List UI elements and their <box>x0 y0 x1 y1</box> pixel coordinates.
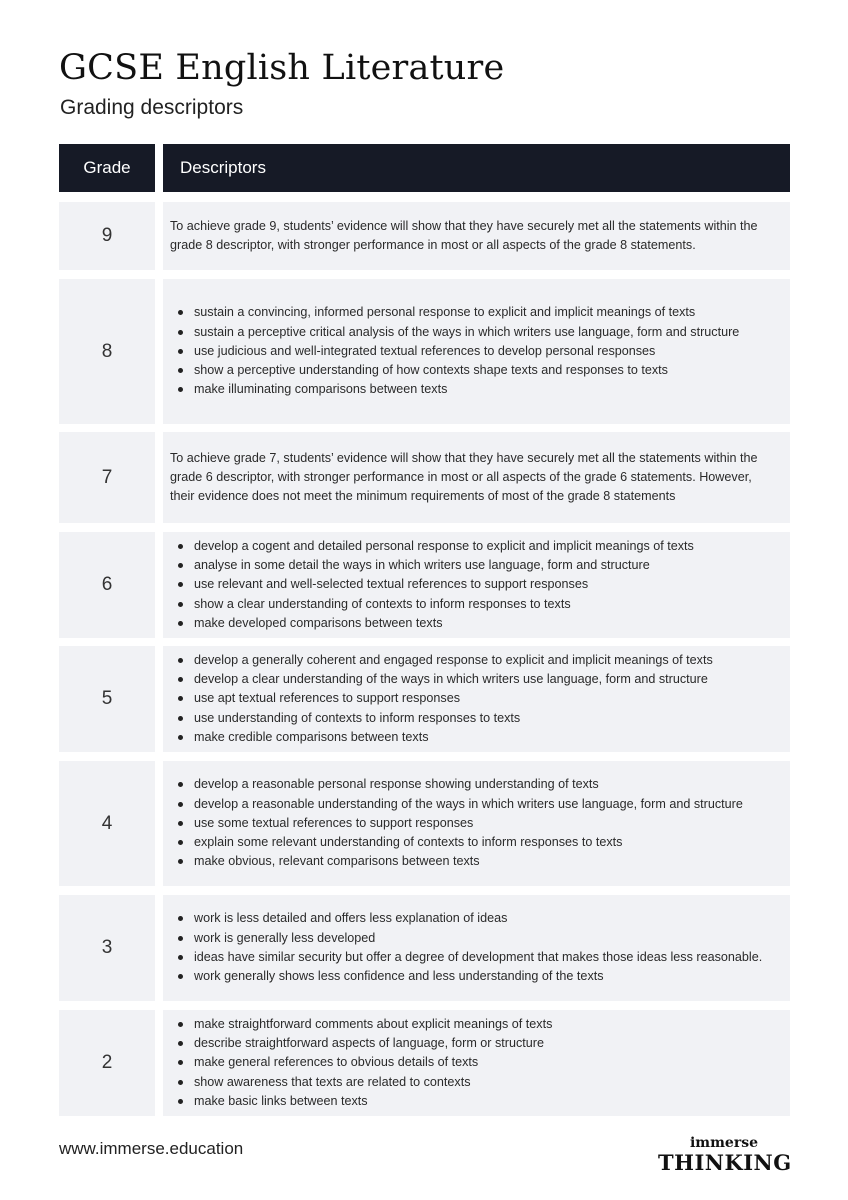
grade-cell: 2 <box>59 1010 155 1116</box>
table-row <box>59 202 790 270</box>
descriptor-cell <box>163 532 790 638</box>
table-row <box>59 1010 790 1116</box>
descriptor-cell <box>163 432 790 523</box>
table-row <box>59 279 790 424</box>
descriptor-bullet: make straightforward comments about explicit meanings of texts <box>170 1015 776 1034</box>
descriptor-list <box>170 651 776 747</box>
logo-text-bottom: THINKING <box>658 1150 792 1175</box>
descriptor-bullet: use relevant and well-selected textual references to support responses <box>170 575 776 594</box>
descriptor-cell <box>163 761 790 886</box>
grade-cell: 3 <box>59 895 155 1001</box>
table-row <box>59 761 790 886</box>
table-row <box>59 646 790 752</box>
grade-cell: 4 <box>59 761 155 886</box>
table-row <box>59 432 790 523</box>
descriptor-bullet: ideas have similar security but offer a degree of development that makes those ideas less reasonable. <box>170 948 776 967</box>
descriptor-bullet: work is generally less developed <box>170 929 776 948</box>
descriptor-bullet: analyse in some detail the ways in which writers use language, form and structure <box>170 556 776 575</box>
immerse-thinking-logo <box>658 1135 790 1177</box>
descriptor-bullet: use some textual references to support responses <box>170 814 776 833</box>
descriptor-list <box>170 1015 776 1111</box>
grade-cell: 5 <box>59 646 155 752</box>
descriptor-bullet: show a clear understanding of contexts to inform responses to texts <box>170 595 776 614</box>
descriptor-bullet: use understanding of contexts to inform responses to texts <box>170 709 776 728</box>
descriptor-list <box>170 775 776 871</box>
descriptor-list <box>170 303 776 399</box>
descriptor-cell <box>163 1010 790 1116</box>
descriptor-bullet: develop a cogent and detailed personal response to explicit and implicit meanings of texts <box>170 537 776 556</box>
column-header-grade: Grade <box>59 144 155 192</box>
descriptor-bullet: develop a reasonable personal response showing understanding of texts <box>170 775 776 794</box>
table-header <box>59 144 790 192</box>
descriptor-bullet: use apt textual references to support responses <box>170 689 776 708</box>
table-row <box>59 532 790 638</box>
descriptor-bullet: make credible comparisons between texts <box>170 728 776 747</box>
table-row <box>59 895 790 1001</box>
footer-url: www.immerse.education <box>59 1139 244 1158</box>
grade-cell: 7 <box>59 432 155 523</box>
descriptor-list <box>170 537 776 633</box>
descriptor-paragraph: To achieve grade 9, students’ evidence will show that they have securely met all the statements within the grade 8 descriptor, with stronger performance in most or all aspects of the grade 8 statements. <box>170 218 758 252</box>
page-subtitle: Grading descriptors <box>60 96 244 119</box>
descriptor-bullet: work is less detailed and offers less explanation of ideas <box>170 909 776 928</box>
logo-text-top: immerse <box>689 1135 759 1151</box>
descriptor-bullet: make obvious, relevant comparisons between texts <box>170 852 776 871</box>
descriptor-bullet: work generally shows less confidence and less understanding of the texts <box>170 967 776 986</box>
grade-cell: 9 <box>59 202 155 270</box>
column-header-descriptors: Descriptors <box>163 144 790 192</box>
grade-cell: 6 <box>59 532 155 638</box>
descriptor-bullet: make basic links between texts <box>170 1092 776 1111</box>
descriptor-bullet: make illuminating comparisons between texts <box>170 380 776 399</box>
descriptor-bullet: sustain a perceptive critical analysis of the ways in which writers use language, form and structure <box>170 323 776 342</box>
descriptor-bullet: develop a generally coherent and engaged response to explicit and implicit meanings of texts <box>170 651 776 670</box>
descriptor-paragraph: To achieve grade 7, students’ evidence will show that they have securely met all the statements within the grade 6 descriptor, with stronger performance in most or all aspects of the grade 6 statements. However, their evidence does not meet the minimum requirements of most of the grade 8 statements <box>170 450 758 504</box>
page-title: GCSE English Literature <box>59 48 505 88</box>
descriptor-bullet: sustain a convincing, informed personal response to explicit and implicit meanings of texts <box>170 303 776 322</box>
descriptor-cell <box>163 895 790 1001</box>
descriptor-cell <box>163 646 790 752</box>
descriptor-cell <box>163 202 790 270</box>
descriptor-bullet: show a perceptive understanding of how contexts shape texts and responses to texts <box>170 361 776 380</box>
descriptor-bullet: make general references to obvious details of texts <box>170 1053 776 1072</box>
descriptor-bullet: describe straightforward aspects of language, form or structure <box>170 1034 776 1053</box>
descriptor-cell <box>163 279 790 424</box>
descriptor-bullet: develop a clear understanding of the ways in which writers use language, form and structure <box>170 670 776 689</box>
descriptor-bullet: show awareness that texts are related to contexts <box>170 1073 776 1092</box>
descriptor-bullet: use judicious and well-integrated textual references to develop personal responses <box>170 342 776 361</box>
descriptor-bullet: make developed comparisons between texts <box>170 614 776 633</box>
descriptor-bullet: develop a reasonable understanding of the ways in which writers use language, form and structure <box>170 795 776 814</box>
descriptor-list <box>170 909 776 986</box>
descriptor-bullet: explain some relevant understanding of contexts to inform responses to texts <box>170 833 776 852</box>
grade-cell: 8 <box>59 279 155 424</box>
